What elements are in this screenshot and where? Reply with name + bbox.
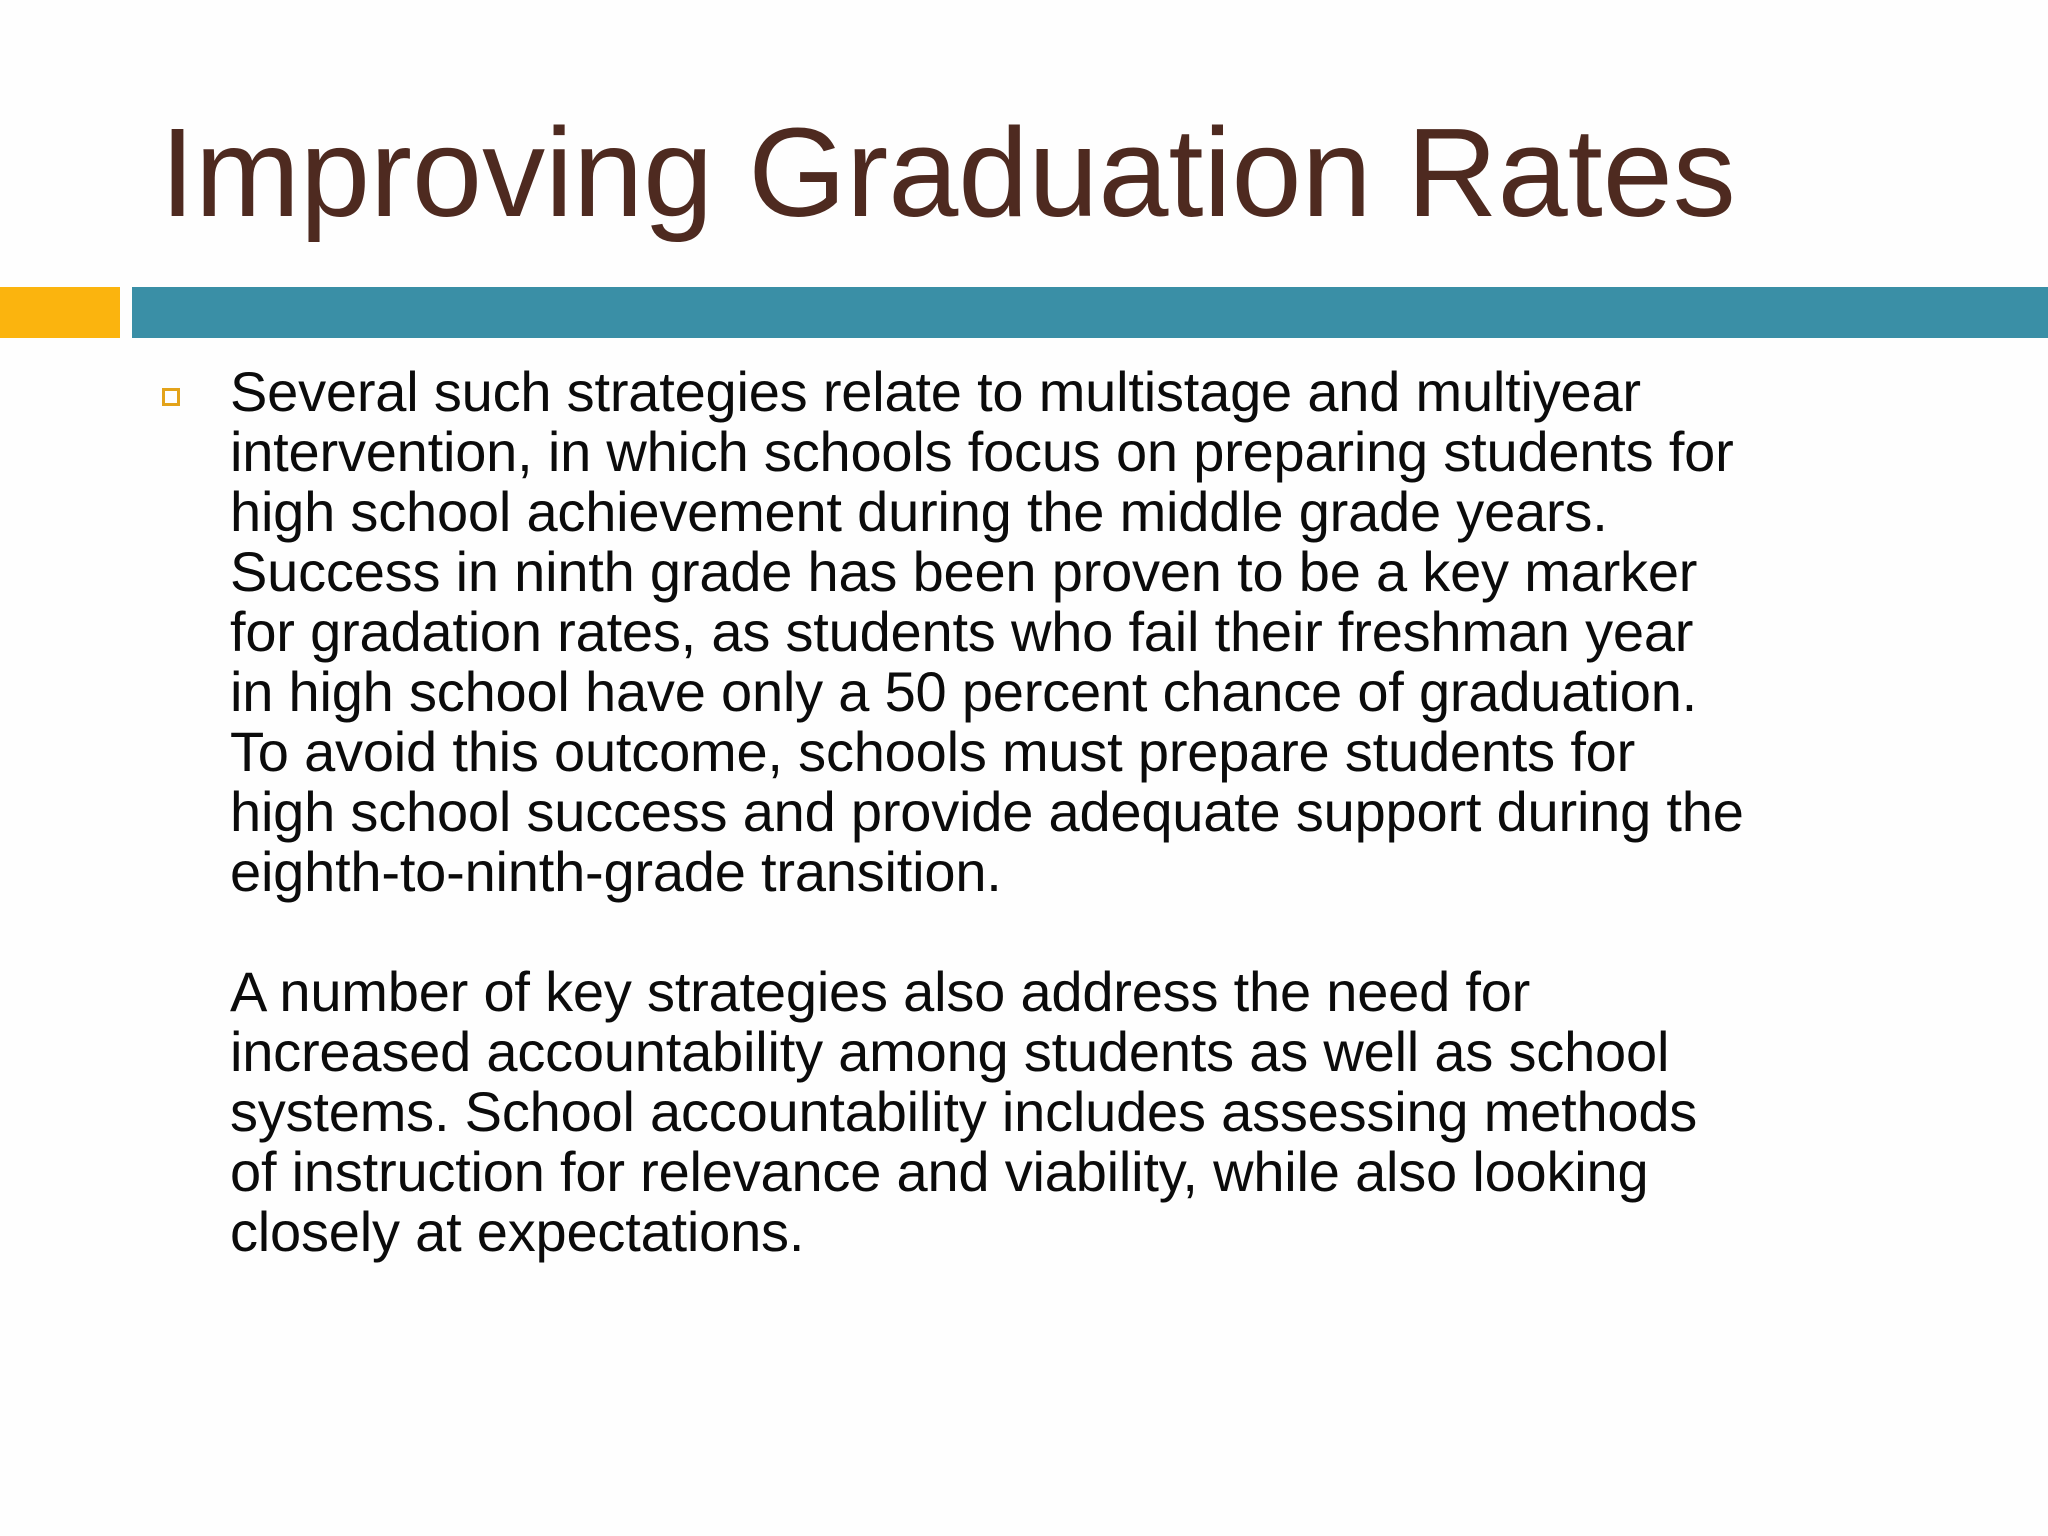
text-line: high school achievement during the middle grade years.: [230, 480, 1608, 543]
text-line: of instruction for relevance and viability, while also looking: [230, 1140, 1649, 1203]
accent-bar-gold: [0, 287, 120, 338]
paragraph-intervention: [230, 362, 1960, 902]
text-line: systems. School accountability includes assessing methods: [230, 1080, 1698, 1143]
paragraph-spacer: [230, 902, 1960, 962]
accent-bar-teal: [132, 287, 2048, 338]
text-line: high school success and provide adequate support during the: [230, 780, 1744, 843]
text-line: increased accountability among students as well as school: [230, 1020, 1670, 1083]
slide-title: Improving Graduation Rates: [160, 102, 1736, 243]
hollow-square-bullet-icon: [162, 388, 180, 406]
text-line: for gradation rates, as students who fail their freshman year: [230, 600, 1694, 663]
paragraph-accountability: [230, 962, 1960, 1262]
text-line: eighth-to-ninth-grade transition.: [230, 840, 1002, 903]
bullet-item: [160, 362, 1960, 1262]
text-line: Several such strategies relate to multistage and multiyear: [230, 360, 1641, 423]
slide-body: [160, 362, 1960, 1262]
text-line: A number of key strategies also address the need for: [230, 960, 1531, 1023]
text-line: Success in ninth grade has been proven to be a key marker: [230, 540, 1698, 603]
text-line: in high school have only a 50 percent chance of graduation.: [230, 660, 1698, 723]
text-line: intervention, in which schools focus on preparing students for: [230, 420, 1734, 483]
text-line: closely at expectations.: [230, 1200, 805, 1263]
text-line: To avoid this outcome, schools must prepare students for: [230, 720, 1636, 783]
